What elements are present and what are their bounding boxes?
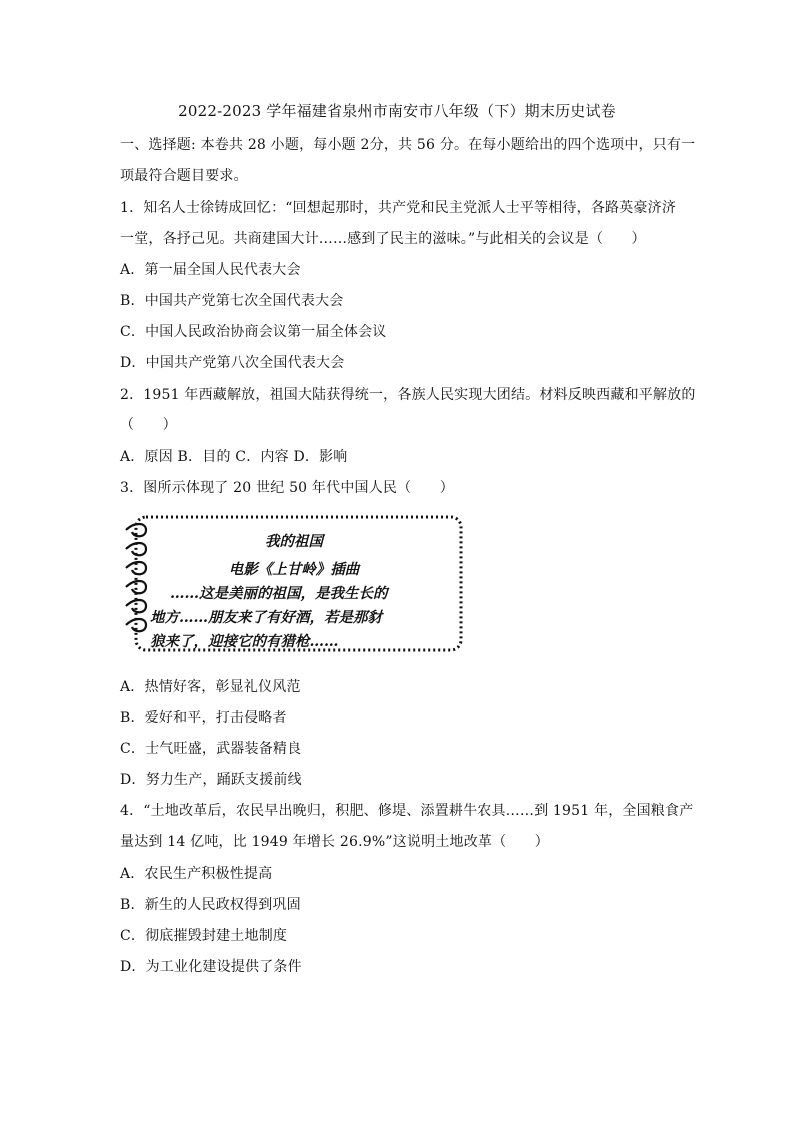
page-title: 2022-2023 学年福建省泉州市南安市八年级（下）期末历史试卷 xyxy=(178,102,616,120)
card-lyric-line2: 地方……朋友来了有好酒，若是那豺 xyxy=(150,609,382,626)
q4-stem-line1: 4．“土地改革后，农民早出晚归，积肥、修堤、添置耕牛农具……到 1951 年，全国粮食产 xyxy=(120,803,694,819)
card-title: 我的祖国 xyxy=(265,533,323,550)
lyrics-card-image xyxy=(124,512,464,654)
q1-option-b: B．中国共产党第七次全国代表大会 xyxy=(120,293,344,309)
q1-stem-line1: 1．知名人士徐铸成回忆：“回想起那时，共产党和民主党派人士平等相待，各路英豪济济 xyxy=(120,200,677,216)
q4-option-a: A．农民生产积极性提高 xyxy=(120,866,273,882)
q3-stem: 3．图所示体现了 20 世纪 50 年代中国人民（ ） xyxy=(120,480,454,496)
q4-stem-line2: 量达到 14 亿吨，比 1949 年增长 26.9%”这说明土地改革（ ） xyxy=(120,834,549,850)
q3-option-b: B．爱好和平，打击侵略者 xyxy=(120,710,287,726)
q3-option-c: C．士气旺盛，武器装备精良 xyxy=(120,741,302,757)
section-instruction-line2: 项最符合题目要求。 xyxy=(120,168,248,184)
q3-option-a: A．热情好客，彰显礼仪风范 xyxy=(120,679,301,695)
q1-option-d: D．中国共产党第八次全国代表大会 xyxy=(120,355,345,371)
q3-option-d: D．努力生产，踊跃支援前线 xyxy=(120,772,302,788)
q2-stem-line2: （ ） xyxy=(120,417,177,433)
card-lyric-line3: 狼来了，迎接它的有猎枪…… xyxy=(150,633,339,650)
q4-option-b: B．新生的人民政权得到巩固 xyxy=(120,897,301,913)
q2-options: A．原因 B．目的 C．内容 D．影响 xyxy=(120,449,348,465)
section-instruction-line1: 一、选择题: 本卷共 28 小题，每小题 2分，共 56 分。在每小题给出的四个选项中，只有一 xyxy=(120,137,696,153)
card-lyric-line1: ……这是美丽的祖国，是我生长的 xyxy=(170,585,388,602)
card-subtitle: 电影《上甘岭》插曲 xyxy=(228,561,360,578)
q2-stem-line1: 2．1951 年西藏解放，祖国大陆获得统一，各族人民实现大团结。材料反映西藏和平解放的 xyxy=(120,387,696,403)
q4-option-c: C．彻底摧毁封建土地制度 xyxy=(120,928,288,944)
q4-option-d: D．为工业化建设提供了条件 xyxy=(120,959,302,975)
q1-option-a: A．第一届全国人民代表大会 xyxy=(120,262,301,278)
q1-stem-line2: 一堂，各抒己见。共商建国大计……感到了民主的滋味。”与此相关的会议是（ ） xyxy=(120,231,646,247)
q1-option-c: C．中国人民政治协商会议第一届全体会议 xyxy=(120,324,387,340)
